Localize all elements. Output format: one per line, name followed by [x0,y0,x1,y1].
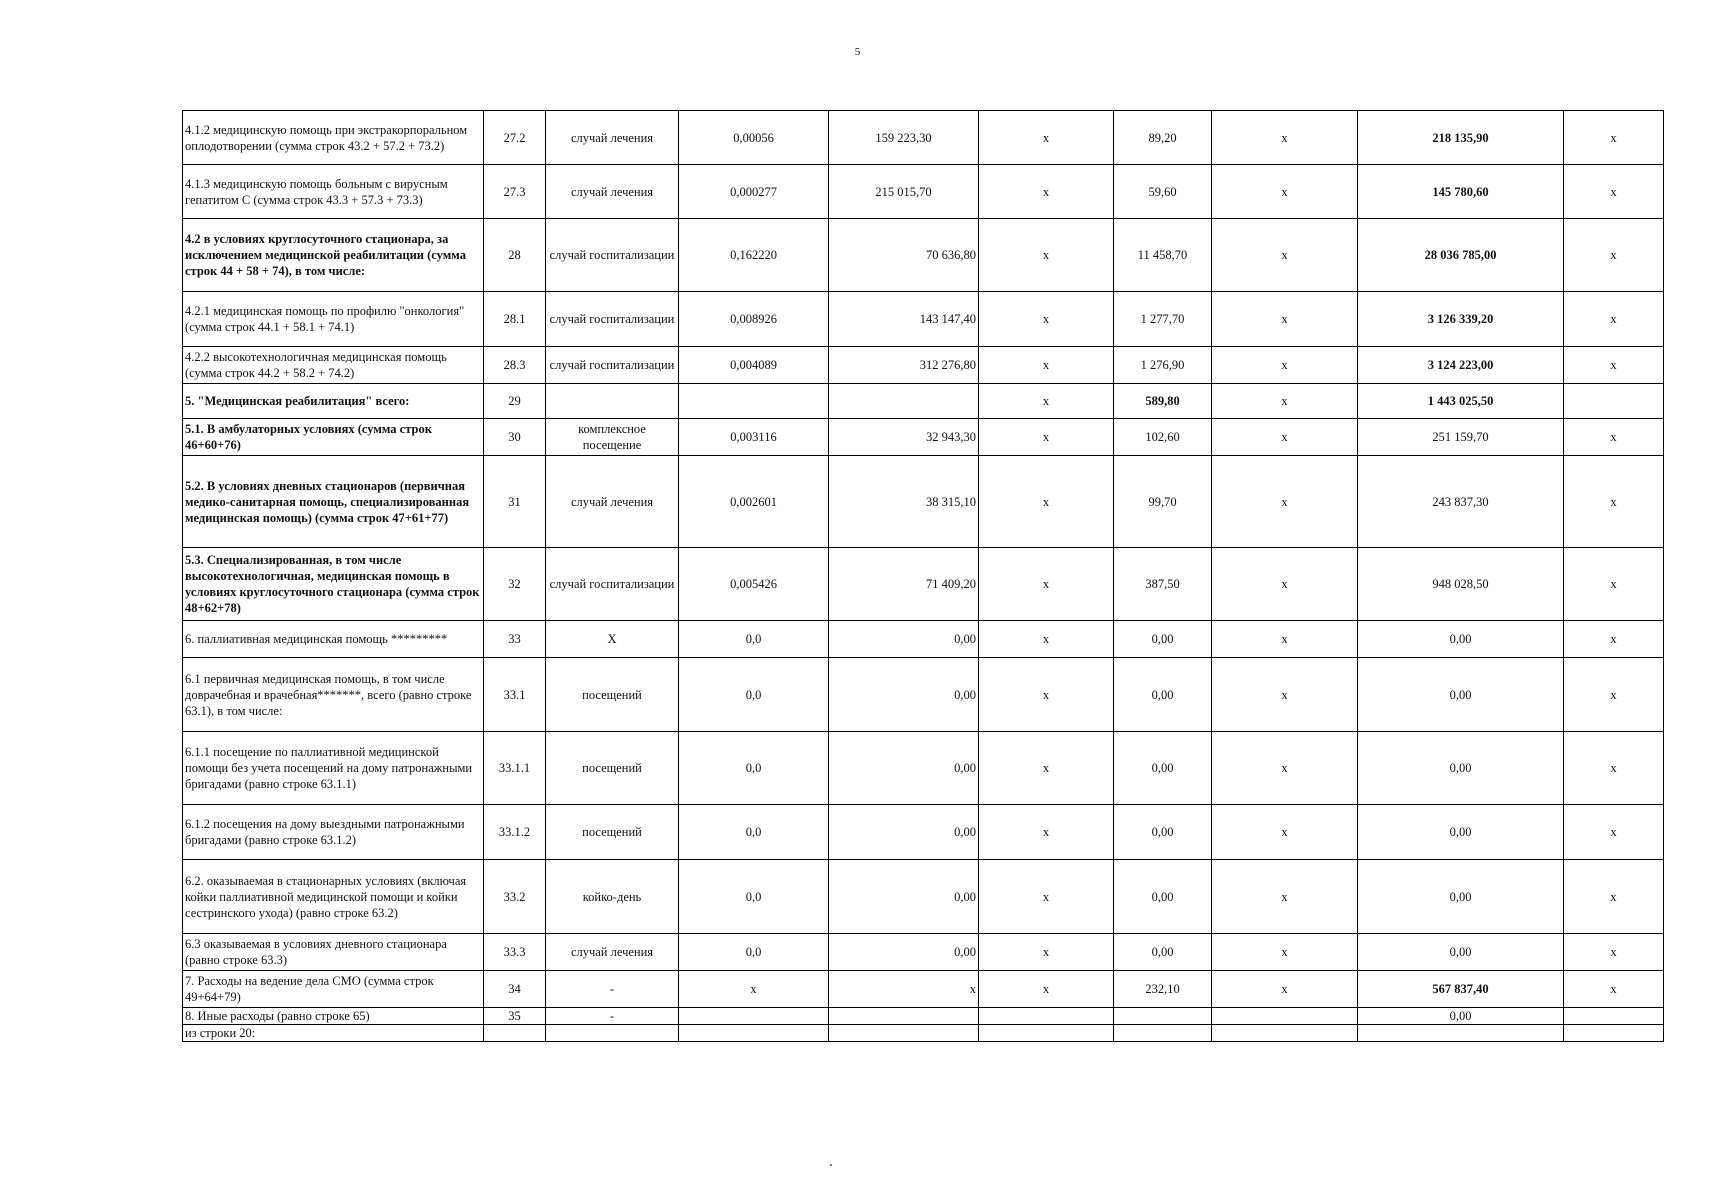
unit-cost-cell: 0,00 [829,732,979,805]
x-cell: x [1212,292,1358,347]
per-capita-cell: 0,00 [1114,621,1212,658]
x-cell: x [979,456,1114,548]
x-cell: x [979,292,1114,347]
unit-cost-cell: 0,00 [829,860,979,934]
per-capita-cell: 387,50 [1114,548,1212,621]
row-name-cell: 7. Расходы на ведение дела СМО (сумма строк 49+64+79) [183,971,484,1008]
x-cell: x [979,111,1114,165]
table-row [183,971,1664,1008]
norm-cell: 0,162220 [679,219,829,292]
norm-cell: 0,0 [679,934,829,971]
table-row [183,1008,1664,1025]
norm-cell [679,1008,829,1025]
unit-cell: случай госпитализации [546,548,679,621]
total-cell: 243 837,30 [1358,456,1564,548]
unit-cell: случай лечения [546,165,679,219]
row-name-cell: 6. паллиативная медицинская помощь ********* [183,621,484,658]
norm-cell: 0,0 [679,860,829,934]
unit-cell [546,1025,679,1042]
row-name-cell: 4.2.2 высокотехнологичная медицинская помощь (сумма строк 44.2 + 58.2 + 74.2) [183,347,484,384]
table-row [183,805,1664,860]
total-cell: 0,00 [1358,621,1564,658]
unit-cost-cell [829,1008,979,1025]
x-cell: x [1564,456,1664,548]
unit-cost-cell: 0,00 [829,934,979,971]
x-cell: x [1564,165,1664,219]
row-code-cell: 33.1 [484,658,546,732]
x-cell: x [1212,111,1358,165]
total-cell: 0,00 [1358,658,1564,732]
x-cell: x [1564,548,1664,621]
x-cell: x [1212,548,1358,621]
table-row [183,658,1664,732]
total-cell: 0,00 [1358,934,1564,971]
page-number: 5 [854,46,861,58]
x-cell: x [1212,219,1358,292]
norm-cell: 0,0 [679,621,829,658]
unit-cell: посещений [546,732,679,805]
total-cell: 28 036 785,00 [1358,219,1564,292]
row-name-cell: 4.1.3 медицинскую помощь больным с вирусным гепатитом С (сумма строк 43.3 + 57.3 + 73.3) [183,165,484,219]
unit-cost-cell: 0,00 [829,621,979,658]
per-capita-cell: 59,60 [1114,165,1212,219]
unit-cost-cell: 215 015,70 [829,165,979,219]
table-row [183,621,1664,658]
x-cell [979,1025,1114,1042]
row-code-cell: 27.3 [484,165,546,219]
x-cell: x [979,384,1114,419]
x-cell: x [1564,292,1664,347]
row-code-cell: 27.2 [484,111,546,165]
x-cell: x [1564,111,1664,165]
per-capita-cell: 11 458,70 [1114,219,1212,292]
norm-cell [679,1025,829,1042]
row-code-cell: 33.3 [484,934,546,971]
unit-cell: - [546,1008,679,1025]
x-cell: x [979,621,1114,658]
unit-cell: случай лечения [546,456,679,548]
unit-cost-cell: 70 636,80 [829,219,979,292]
unit-cell: случай госпитализации [546,219,679,292]
row-code-cell: 31 [484,456,546,548]
per-capita-cell: 232,10 [1114,971,1212,1008]
x-cell: x [979,732,1114,805]
x-cell: x [1212,419,1358,456]
total-cell: 948 028,50 [1358,548,1564,621]
total-cell: 218 135,90 [1358,111,1564,165]
norm-cell: 0,00056 [679,111,829,165]
row-code-cell: 30 [484,419,546,456]
x-cell: x [1564,347,1664,384]
unit-cell: случай госпитализации [546,292,679,347]
x-cell: x [979,805,1114,860]
norm-cell: 0,0 [679,805,829,860]
per-capita-cell: 0,00 [1114,805,1212,860]
total-cell: 3 124 223,00 [1358,347,1564,384]
row-name-cell: 6.1.2 посещения на дому выездными патронажными бригадами (равно строке 63.1.2) [183,805,484,860]
x-cell: x [1212,971,1358,1008]
x-cell: x [1212,732,1358,805]
unit-cell: случай лечения [546,111,679,165]
unit-cost-cell: 312 276,80 [829,347,979,384]
table-row [183,165,1664,219]
row-code-cell: 33.2 [484,860,546,934]
x-cell: x [1212,456,1358,548]
table-row [183,219,1664,292]
x-cell [1564,384,1664,419]
total-cell: 0,00 [1358,805,1564,860]
x-cell: x [979,934,1114,971]
unit-cell: комплексное посещение [546,419,679,456]
unit-cost-cell: 71 409,20 [829,548,979,621]
unit-cost-cell: 0,00 [829,658,979,732]
table-row [183,384,1664,419]
x-cell: x [1564,419,1664,456]
row-name-cell: 8. Иные расходы (равно строке 65) [183,1008,484,1025]
norm-cell: 0,003116 [679,419,829,456]
row-code-cell: 28.3 [484,347,546,384]
per-capita-cell: 89,20 [1114,111,1212,165]
x-cell: x [1212,658,1358,732]
x-cell: x [979,658,1114,732]
row-name-cell: 5.2. В условиях дневных стационаров (первичная медико-санитарная помощь, специализированная медицинская помощь) (сумма строк 47+61+77) [183,456,484,548]
per-capita-cell: 1 277,70 [1114,292,1212,347]
table-row [183,934,1664,971]
x-cell: x [1212,165,1358,219]
per-capita-cell [1114,1025,1212,1042]
row-name-cell: из строки 20: [183,1025,484,1042]
unit-cost-cell: 0,00 [829,805,979,860]
x-cell: x [979,419,1114,456]
x-cell: x [1564,934,1664,971]
norm-cell: 0,0 [679,732,829,805]
row-name-cell: 4.2.1 медицинская помощь по профилю "онкология" (сумма строк 44.1 + 58.1 + 74.1) [183,292,484,347]
unit-cell [546,384,679,419]
x-cell: x [1564,805,1664,860]
x-cell: x [979,347,1114,384]
unit-cost-cell: 159 223,30 [829,111,979,165]
x-cell: x [1564,971,1664,1008]
unit-cell: - [546,971,679,1008]
x-cell: x [1564,658,1664,732]
financing-table [182,110,1664,1042]
norm-cell: 0,002601 [679,456,829,548]
x-cell: x [1564,219,1664,292]
total-cell: 145 780,60 [1358,165,1564,219]
row-code-cell: 28 [484,219,546,292]
unit-cost-cell: 143 147,40 [829,292,979,347]
x-cell [1564,1008,1664,1025]
row-code-cell: 29 [484,384,546,419]
per-capita-cell [1114,1008,1212,1025]
norm-cell: 0,008926 [679,292,829,347]
total-cell: 0,00 [1358,1008,1564,1025]
row-name-cell: 6.3 оказываемая в условиях дневного стационара (равно строке 63.3) [183,934,484,971]
x-cell [1212,1008,1358,1025]
total-cell: 0,00 [1358,860,1564,934]
x-cell: x [1212,934,1358,971]
per-capita-cell: 102,60 [1114,419,1212,456]
x-cell [1212,1025,1358,1042]
row-name-cell: 6.1.1 посещение по паллиативной медицинской помощи без учета посещений на дому патронажными бригадами (равно строке 63.1.1) [183,732,484,805]
unit-cost-cell [829,1025,979,1042]
x-cell: x [979,971,1114,1008]
table-row [183,419,1664,456]
total-cell: 1 443 025,50 [1358,384,1564,419]
x-cell: x [1212,805,1358,860]
x-cell: x [979,860,1114,934]
x-cell [1564,1025,1664,1042]
row-code-cell: 33.1.2 [484,805,546,860]
per-capita-cell: 0,00 [1114,934,1212,971]
unit-cell: посещений [546,805,679,860]
row-code-cell: 33 [484,621,546,658]
row-name-cell: 5.3. Специализированная, в том числе высокотехнологичная, медицинская помощь в условиях круглосуточного стационара (сумма строк 48+62+78) [183,548,484,621]
per-capita-cell: 0,00 [1114,658,1212,732]
norm-cell: 0,0 [679,658,829,732]
per-capita-cell: 589,80 [1114,384,1212,419]
unit-cost-cell [829,384,979,419]
scan-speck [830,1164,832,1166]
x-cell: x [1212,347,1358,384]
row-code-cell [484,1025,546,1042]
unit-cell: X [546,621,679,658]
x-cell: x [979,165,1114,219]
x-cell: x [1564,860,1664,934]
table-row [183,347,1664,384]
per-capita-cell: 99,70 [1114,456,1212,548]
unit-cell: случай госпитализации [546,347,679,384]
table-body [183,111,1664,1042]
total-cell: 0,00 [1358,732,1564,805]
row-code-cell: 33.1.1 [484,732,546,805]
x-cell: x [979,219,1114,292]
x-cell: x [1212,384,1358,419]
per-capita-cell: 0,00 [1114,732,1212,805]
total-cell: 567 837,40 [1358,971,1564,1008]
x-cell: x [1212,860,1358,934]
row-name-cell: 5. "Медицинская реабилитация" всего: [183,384,484,419]
x-cell: x [1212,621,1358,658]
table-row [183,548,1664,621]
table-row [183,1025,1664,1042]
norm-cell: 0,000277 [679,165,829,219]
unit-cost-cell: 32 943,30 [829,419,979,456]
table-row [183,732,1664,805]
unit-cell: посещений [546,658,679,732]
x-cell [979,1008,1114,1025]
table-row [183,456,1664,548]
row-name-cell: 4.1.2 медицинскую помощь при экстракорпоральном оплодотворении (сумма строк 43.2 + 57.2 + 73.2) [183,111,484,165]
row-code-cell: 28.1 [484,292,546,347]
unit-cell: койко-день [546,860,679,934]
table-row [183,292,1664,347]
x-cell: x [1564,732,1664,805]
row-name-cell: 6.2. оказываемая в стационарных условиях (включая койки паллиативной медицинской помощи и койки сестринского ухода) (равно строке 63.2) [183,860,484,934]
row-name-cell: 4.2 в условиях круглосуточного стационара, за исключением медицинской реабилитации (сумма строк 44 + 58 + 74), в том числе: [183,219,484,292]
unit-cell: случай лечения [546,934,679,971]
row-code-cell: 32 [484,548,546,621]
unit-cost-cell: x [829,971,979,1008]
total-cell: 3 126 339,20 [1358,292,1564,347]
unit-cost-cell: 38 315,10 [829,456,979,548]
per-capita-cell: 0,00 [1114,860,1212,934]
norm-cell: 0,004089 [679,347,829,384]
row-name-cell: 6.1 первичная медицинская помощь, в том числе доврачебная и врачебная*******, всего (равно строке 63.1), в том числе: [183,658,484,732]
x-cell: x [1564,621,1664,658]
norm-cell: x [679,971,829,1008]
total-cell [1358,1025,1564,1042]
table-row [183,860,1664,934]
x-cell: x [979,548,1114,621]
per-capita-cell: 1 276,90 [1114,347,1212,384]
norm-cell [679,384,829,419]
row-name-cell: 5.1. В амбулаторных условиях (сумма строк 46+60+76) [183,419,484,456]
row-code-cell: 34 [484,971,546,1008]
table-row [183,111,1664,165]
row-code-cell: 35 [484,1008,546,1025]
norm-cell: 0,005426 [679,548,829,621]
total-cell: 251 159,70 [1358,419,1564,456]
